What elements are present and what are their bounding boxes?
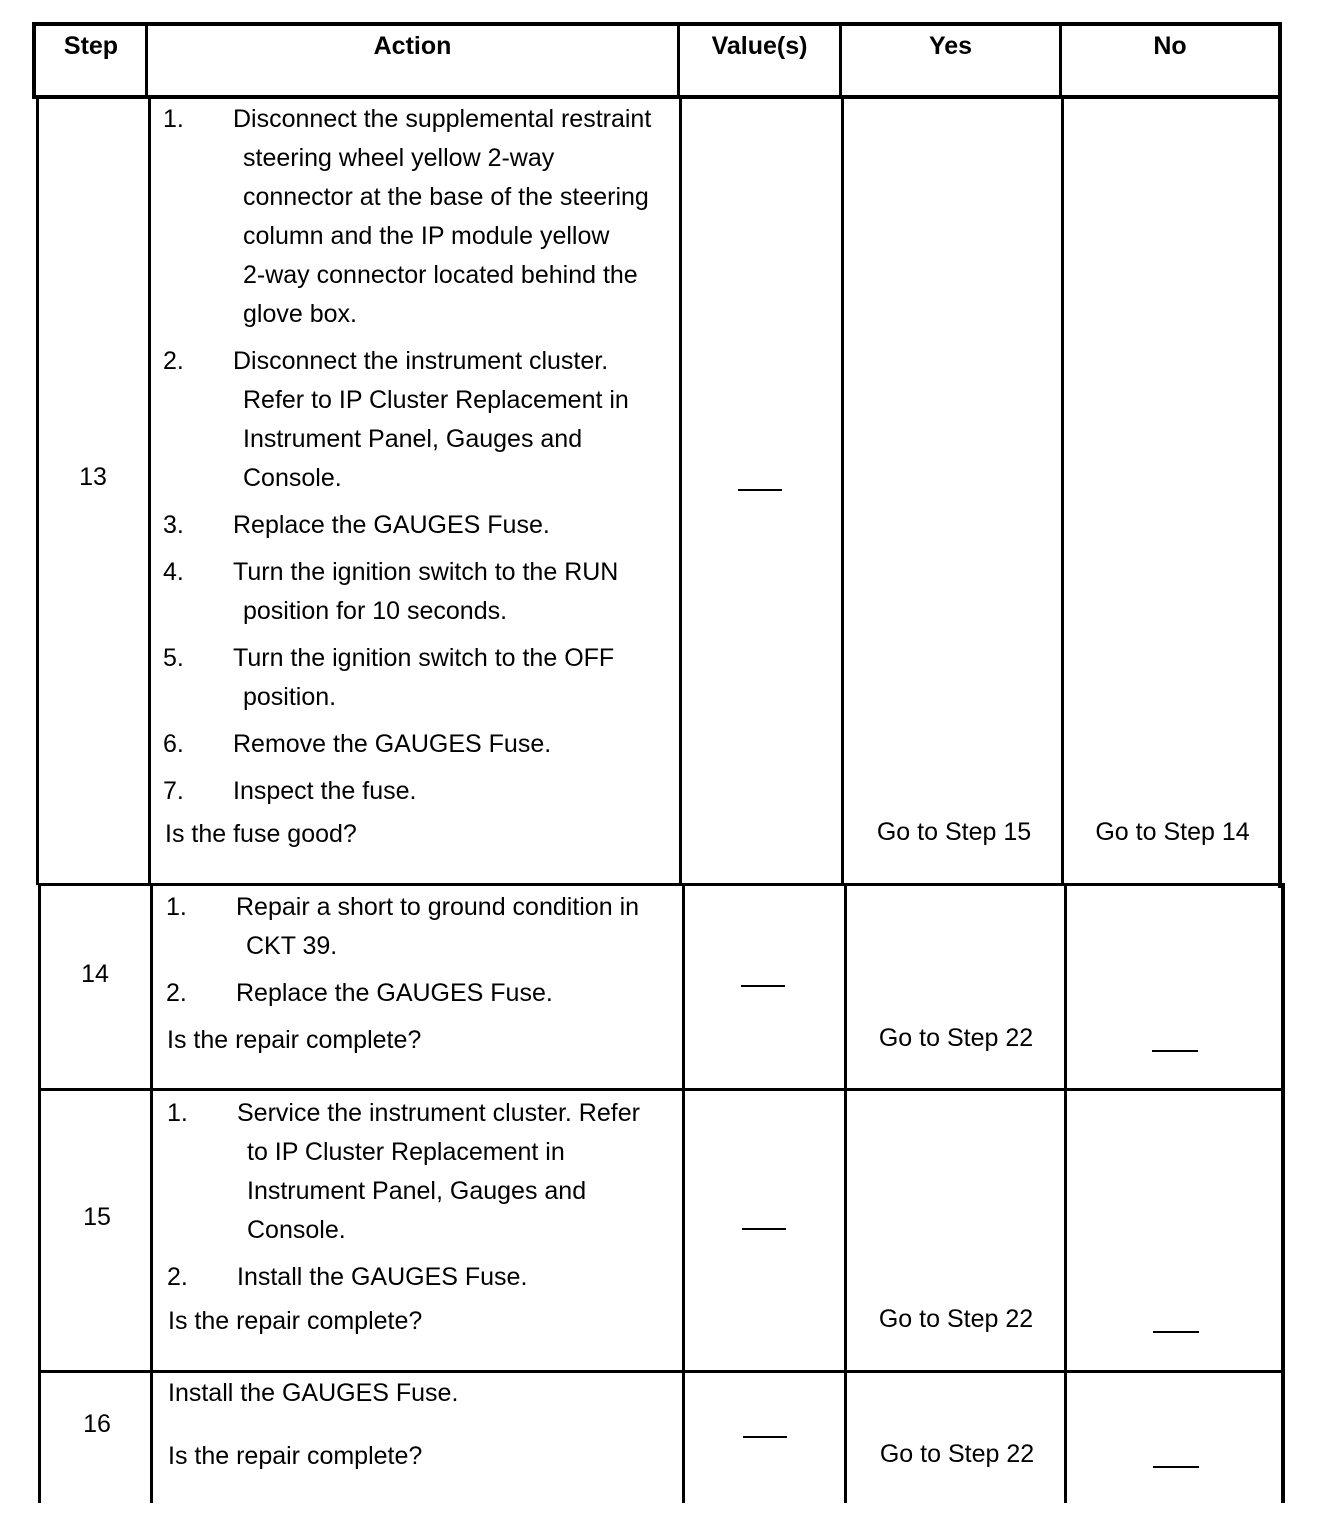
action-step-line: Inspect the fuse.: [233, 777, 417, 805]
action-step: [163, 506, 651, 545]
action-step-number: 6.: [163, 730, 184, 758]
header-action: Action: [373, 32, 452, 60]
action-step-line: position for 10 seconds.: [243, 597, 508, 625]
action-step: [163, 100, 651, 334]
action-step-line: 2-way connector located behind the: [243, 261, 638, 289]
header-no: No: [1153, 32, 1187, 60]
step-number: 13: [79, 463, 107, 491]
action-step-line: Console.: [243, 464, 342, 492]
action-list: [167, 1094, 640, 1305]
action-step: [163, 772, 651, 811]
action-text: Install the GAUGES Fuse.: [168, 1379, 459, 1407]
action-step-line: Turn the ignition switch to the RUN: [233, 558, 619, 586]
action-step-line: position.: [243, 683, 337, 711]
value-empty-dash: [743, 1436, 787, 1438]
yes-result: Go to Step 22: [878, 1024, 1034, 1052]
action-step-line: Disconnect the supplemental restraint: [233, 105, 652, 133]
action-step-number: 2.: [163, 347, 184, 375]
action-step-text: [163, 342, 651, 498]
action-step-text: [166, 974, 639, 1013]
column-divider: [1061, 95, 1064, 885]
action-question: Is the fuse good?: [165, 820, 357, 848]
action-step-text: [163, 725, 651, 764]
table-right-border: [1281, 883, 1285, 1503]
action-step: [167, 1094, 640, 1250]
action-step-number: 4.: [163, 558, 184, 586]
column-divider: [682, 883, 685, 1503]
table-top-border: [32, 22, 1282, 26]
no-empty-dash: [1152, 1050, 1198, 1052]
action-list: [163, 100, 651, 819]
action-step-number: 1.: [167, 1099, 188, 1127]
value-empty-dash: [741, 985, 785, 987]
action-step-text: [166, 888, 639, 966]
action-list: [166, 888, 639, 1021]
action-step-line: CKT 39.: [246, 932, 338, 960]
row-divider: [38, 883, 1282, 886]
action-step-line: Replace the GAUGES Fuse.: [236, 979, 553, 1007]
step-number: 16: [83, 1410, 111, 1438]
column-divider: [844, 883, 847, 1503]
action-step: [166, 974, 639, 1013]
yes-result: Go to Step 22: [878, 1305, 1034, 1333]
action-step-line: connector at the base of the steering: [243, 183, 649, 211]
action-step-line: Console.: [247, 1216, 346, 1244]
action-step-line: Remove the GAUGES Fuse.: [233, 730, 552, 758]
action-step: [163, 639, 651, 717]
action-step-line: column and the IP module yellow: [243, 222, 610, 250]
yes-result: Go to Step 15: [876, 818, 1032, 846]
action-step-line: glove box.: [243, 300, 357, 328]
action-step-text: [163, 772, 651, 811]
action-step-line: Turn the ignition switch to the OFF: [233, 644, 615, 672]
action-step-text: [167, 1258, 640, 1297]
action-step-number: 2.: [167, 1263, 188, 1291]
action-step: [163, 725, 651, 764]
row-divider: [40, 1088, 1283, 1091]
action-step-text: [167, 1094, 640, 1250]
action-step-line: Repair a short to ground condition in: [236, 893, 640, 921]
table-right-border: [1278, 22, 1282, 888]
header-yes: Yes: [928, 32, 973, 60]
action-step-number: 5.: [163, 644, 184, 672]
action-step-number: 2.: [166, 979, 187, 1007]
action-step-number: 7.: [163, 777, 184, 805]
value-empty-dash: [738, 489, 782, 491]
action-step-line: Service the instrument cluster. Refer: [237, 1099, 640, 1127]
no-empty-dash: [1153, 1466, 1199, 1468]
column-divider: [679, 95, 682, 885]
column-divider: [1064, 883, 1067, 1503]
header-divider: [32, 95, 1282, 99]
value-empty-dash: [742, 1228, 786, 1230]
step-number: 15: [83, 1203, 111, 1231]
action-question: Is the repair complete?: [167, 1026, 422, 1054]
action-step: [163, 553, 651, 631]
step-number: 14: [81, 960, 109, 988]
action-step-text: [163, 553, 651, 631]
action-step-line: Refer to IP Cluster Replacement in: [243, 386, 629, 414]
action-step-line: Replace the GAUGES Fuse.: [233, 511, 550, 539]
action-step-text: [163, 506, 651, 545]
no-result: Go to Step 14: [1095, 818, 1250, 846]
action-question: Is the repair complete?: [168, 1442, 423, 1470]
action-step-line: Instrument Panel, Gauges and: [243, 425, 583, 453]
action-step-text: [163, 639, 651, 717]
action-step-line: to IP Cluster Replacement in: [247, 1138, 565, 1166]
action-step-number: 3.: [163, 511, 184, 539]
yes-result: Go to Step 22: [879, 1440, 1035, 1468]
column-divider: [148, 95, 151, 885]
action-step-number: 1.: [163, 105, 184, 133]
action-step: [166, 888, 639, 966]
header-step: Step: [63, 32, 119, 60]
action-step-text: [163, 100, 651, 334]
action-step-line: Disconnect the instrument cluster.: [233, 347, 609, 375]
action-step: [163, 342, 651, 498]
action-step: [167, 1258, 640, 1297]
action-step-line: Instrument Panel, Gauges and: [247, 1177, 587, 1205]
action-step-number: 1.: [166, 893, 187, 921]
action-question: Is the repair complete?: [168, 1307, 423, 1335]
row-divider: [40, 1370, 1285, 1373]
no-empty-dash: [1153, 1331, 1199, 1333]
action-step-line: steering wheel yellow 2-way: [243, 144, 555, 172]
header-values: Value(s): [711, 32, 808, 60]
action-step-line: Install the GAUGES Fuse.: [237, 1263, 528, 1291]
column-divider: [841, 95, 844, 885]
